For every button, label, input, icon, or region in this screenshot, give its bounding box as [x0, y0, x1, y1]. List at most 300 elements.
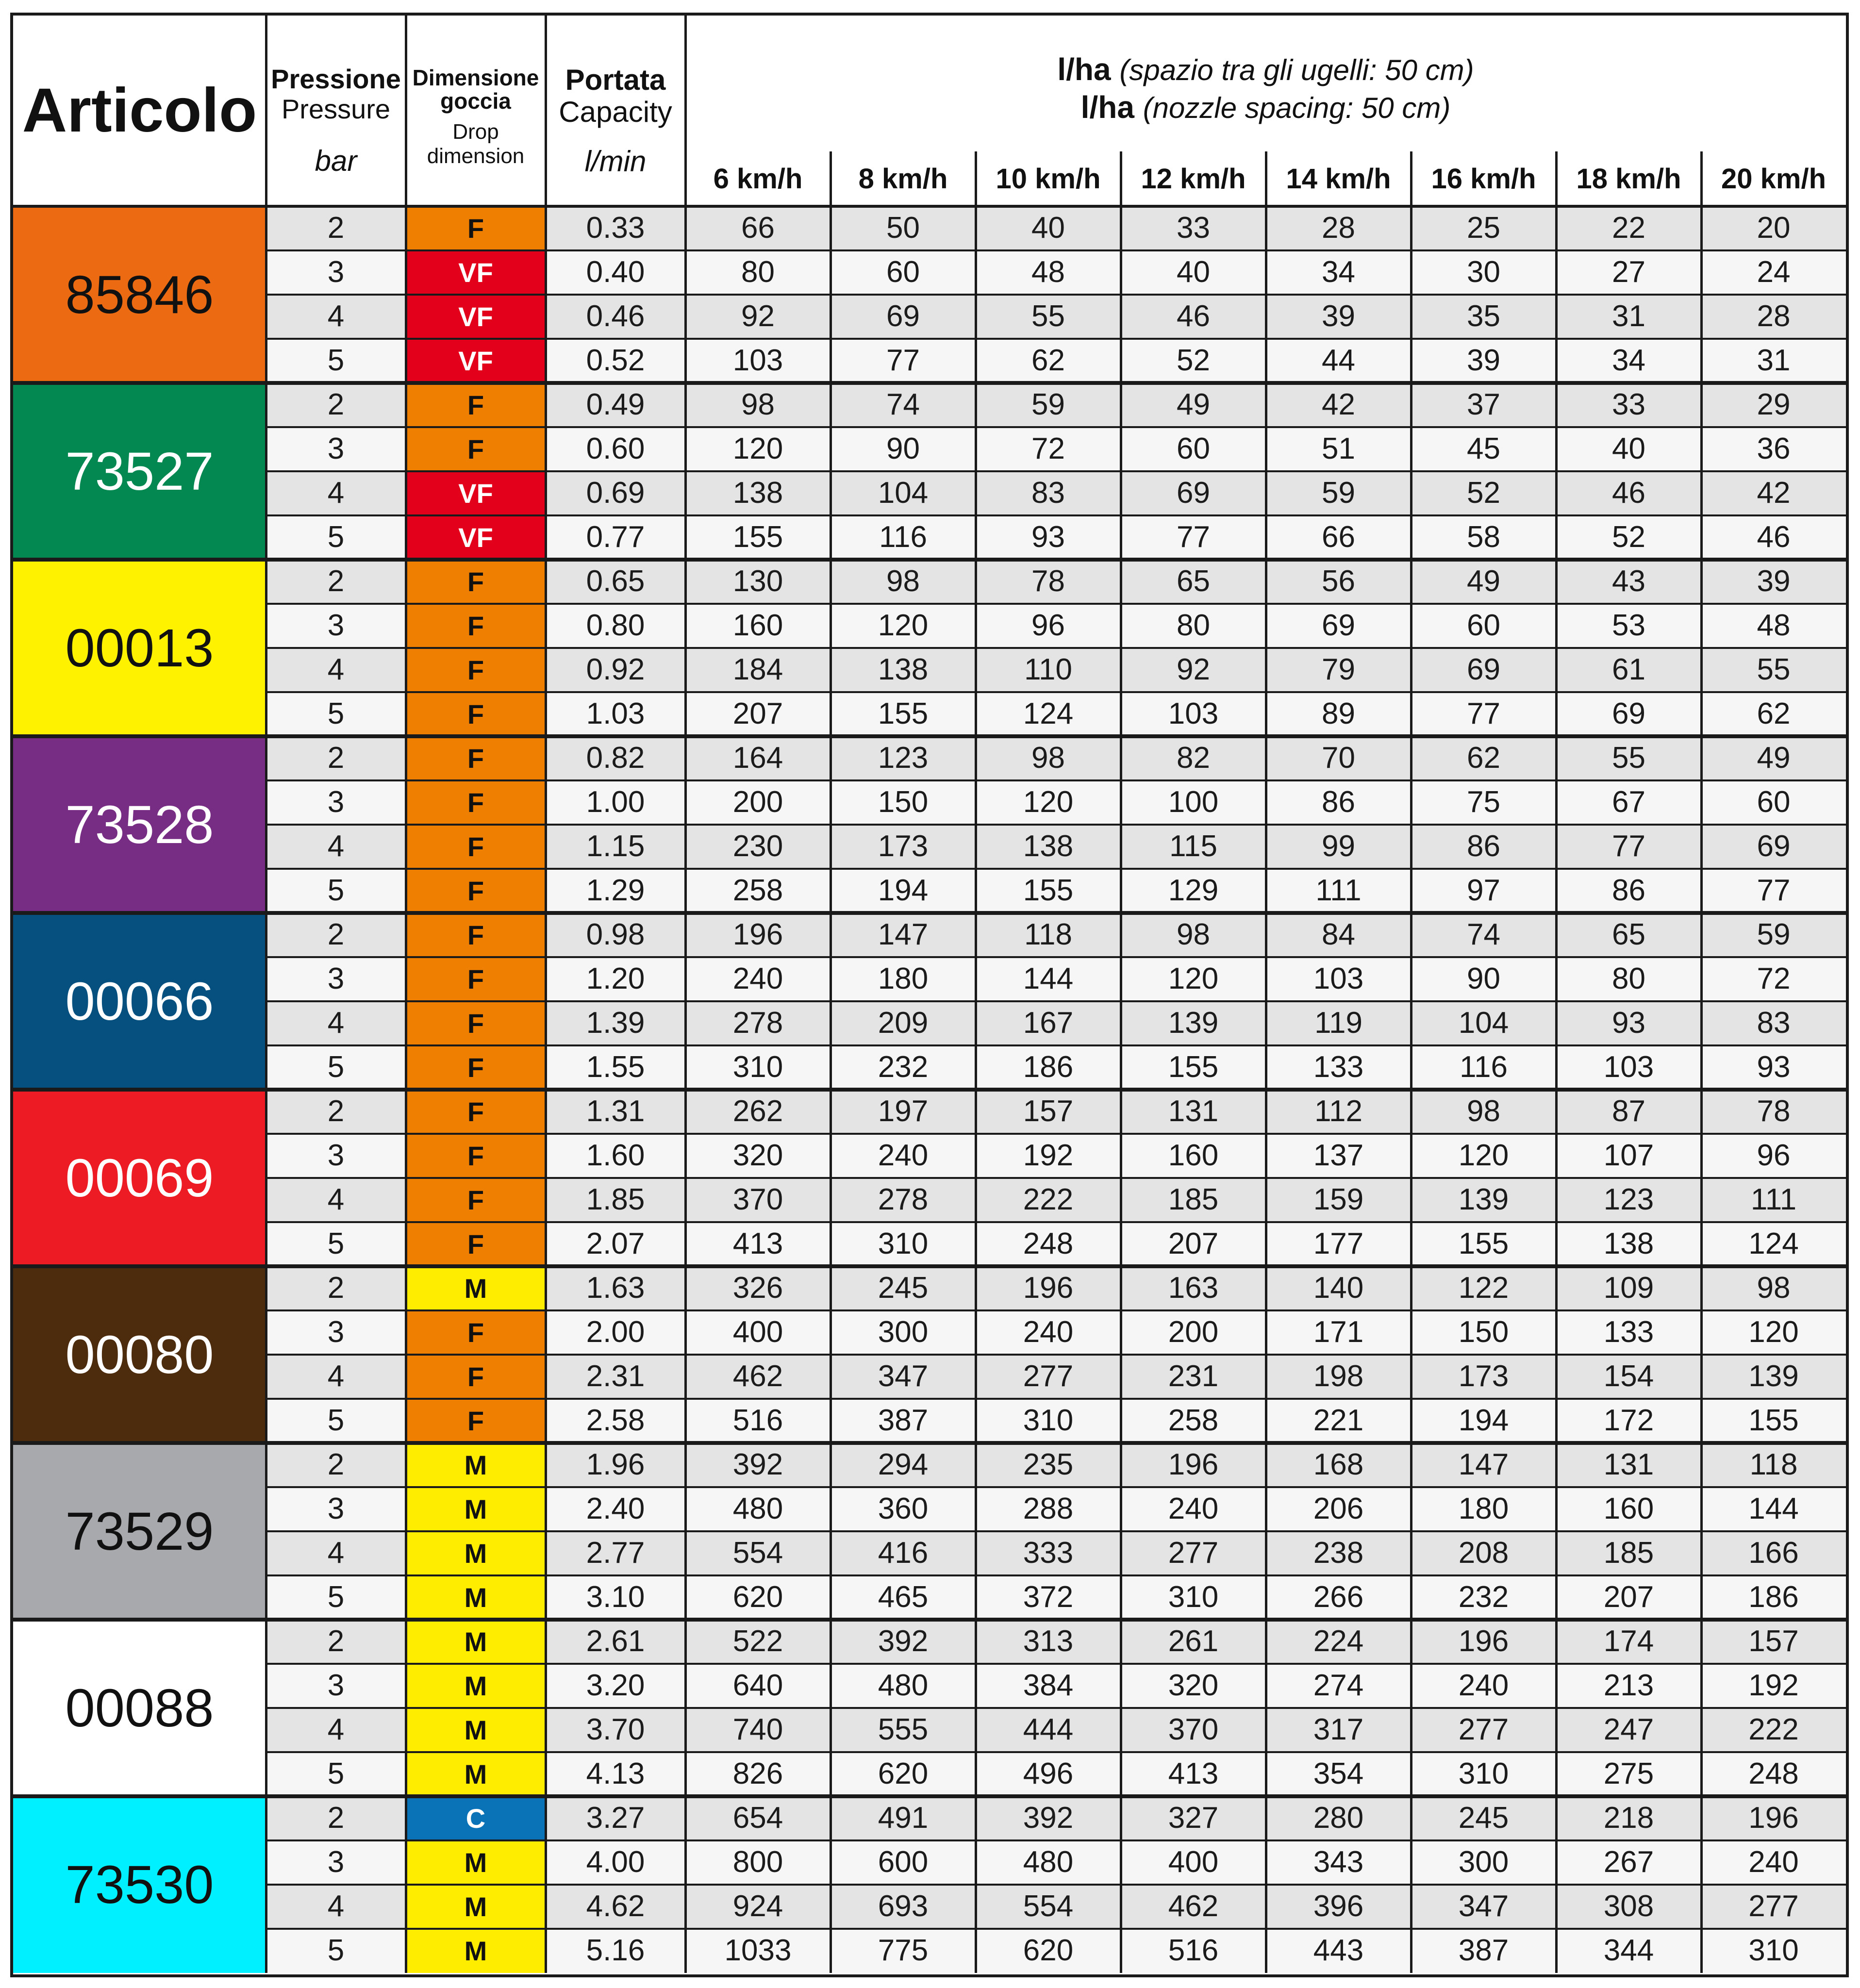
lha-value: 93 — [1612, 1006, 1645, 1040]
lha-value: 155 — [732, 520, 783, 554]
drop-size-badge: F — [406, 604, 546, 648]
lha-value: 654 — [732, 1801, 783, 1835]
lha-value: 200 — [732, 785, 783, 819]
lha-value: 112 — [1314, 1094, 1362, 1128]
drop-size-badge: F — [406, 957, 546, 1001]
drop-size-badge: F — [406, 1090, 546, 1134]
capacity-value: 0.60 — [586, 432, 645, 466]
lha-value: 600 — [878, 1845, 929, 1879]
row-divider — [266, 294, 1846, 296]
lha-value: 111 — [1315, 874, 1362, 908]
drop-size-badge: F — [406, 913, 546, 957]
capacity-value: 1.85 — [586, 1183, 645, 1217]
row-divider — [266, 647, 1846, 649]
lha-value: 370 — [1168, 1713, 1219, 1747]
lha-value: 123 — [878, 741, 929, 775]
drop-size-badge: C — [406, 1796, 546, 1840]
pressure-value: 3 — [327, 785, 345, 819]
capacity-value: 1.15 — [586, 829, 645, 863]
lha-value: 150 — [878, 785, 929, 819]
lha-value: 443 — [1313, 1934, 1364, 1968]
lha-value: 144 — [1748, 1492, 1799, 1526]
lha-value: 83 — [1031, 476, 1065, 510]
row-divider — [266, 1574, 1846, 1576]
lha-value: 77 — [1757, 874, 1791, 908]
lha-value: 52 — [1177, 344, 1210, 378]
lha-value: 775 — [878, 1934, 929, 1968]
lha-value: 166 — [1748, 1536, 1799, 1570]
lha-value: 120 — [878, 609, 929, 643]
lha-value: 144 — [1023, 962, 1074, 996]
row-divider — [266, 338, 1846, 340]
lha-value: 396 — [1313, 1889, 1364, 1923]
pressure-value: 5 — [327, 1934, 345, 1968]
capacity-label-it: Portata — [565, 64, 666, 96]
row-divider — [266, 426, 1846, 428]
lha-value: 103 — [732, 344, 783, 378]
lha-value: 138 — [1603, 1227, 1654, 1261]
lha-value: 196 — [1023, 1271, 1074, 1305]
article-code: 00013 — [13, 560, 266, 736]
lha-line-it — [1057, 52, 1474, 86]
lha-value: 221 — [1313, 1404, 1364, 1438]
lha-value: 104 — [1458, 1006, 1509, 1040]
pressure-value: 3 — [327, 1139, 345, 1173]
lha-value: 86 — [1612, 874, 1645, 908]
lha-value: 82 — [1177, 741, 1210, 775]
lha-note-it: (spazio tra gli ugelli: 50 cm) — [1119, 53, 1474, 86]
lha-value: 277 — [1458, 1713, 1509, 1747]
lha-value: 262 — [732, 1094, 783, 1128]
capacity-value: 0.82 — [586, 741, 645, 775]
lha-value: 34 — [1322, 255, 1355, 289]
lha-value: 180 — [878, 962, 929, 996]
lha-value: 123 — [1603, 1183, 1654, 1217]
lha-value: 119 — [1314, 1006, 1362, 1040]
lha-value: 87 — [1612, 1094, 1645, 1128]
drop-size-badge: M — [406, 1266, 546, 1310]
lha-value: 480 — [878, 1669, 929, 1703]
lha-value: 480 — [732, 1492, 783, 1526]
capacity-value: 1.96 — [586, 1448, 645, 1482]
row-divider — [266, 1133, 1846, 1135]
lha-value: 42 — [1757, 476, 1791, 510]
lha-value: 70 — [1322, 741, 1355, 775]
header-drop-dimension — [406, 16, 546, 206]
lha-value: 77 — [1467, 697, 1500, 731]
drop-size-badge: F — [406, 1399, 546, 1443]
lha-value: 120 — [1168, 962, 1219, 996]
capacity-value: 0.98 — [586, 918, 645, 952]
lha-value: 248 — [1023, 1227, 1074, 1261]
lha-value: 360 — [878, 1492, 929, 1526]
header-capacity — [546, 16, 685, 206]
lha-value: 28 — [1322, 211, 1355, 245]
lha-value: 59 — [1031, 388, 1065, 422]
lha-value: 35 — [1467, 299, 1500, 333]
lha-value: 43 — [1612, 564, 1645, 598]
drop-size-badge: VF — [406, 339, 546, 383]
lha-value: 354 — [1313, 1757, 1364, 1791]
capacity-value: 1.29 — [586, 874, 645, 908]
lha-value: 496 — [1023, 1757, 1074, 1791]
lha-value: 111 — [1750, 1183, 1797, 1217]
speed-header-8: 20 km/h — [1721, 163, 1826, 195]
lha-value: 75 — [1467, 785, 1500, 819]
lha-value: 278 — [732, 1006, 783, 1040]
lha-value: 177 — [1313, 1227, 1364, 1261]
lha-value: 80 — [741, 255, 775, 289]
article-code: 73530 — [13, 1796, 266, 1973]
capacity-value: 4.13 — [586, 1757, 645, 1791]
row-divider — [266, 1221, 1846, 1223]
pressure-value: 5 — [327, 1050, 345, 1084]
lha-value: 96 — [1031, 609, 1065, 643]
lha-value: 98 — [1177, 918, 1210, 952]
pressure-value: 2 — [327, 1624, 345, 1658]
lha-value: 192 — [1023, 1139, 1074, 1173]
lha-value: 555 — [878, 1713, 929, 1747]
lha-value: 194 — [878, 874, 929, 908]
lha-value: 231 — [1168, 1359, 1219, 1393]
lha-value: 240 — [1748, 1845, 1799, 1879]
lha-value: 31 — [1757, 344, 1791, 378]
pressure-value: 2 — [327, 1094, 345, 1128]
lha-value: 245 — [1458, 1801, 1509, 1835]
lha-value: 118 — [1024, 918, 1072, 952]
group-divider — [13, 381, 1846, 385]
row-divider — [266, 514, 1846, 516]
lha-value: 69 — [1177, 476, 1210, 510]
lha-value: 387 — [878, 1404, 929, 1438]
lha-value: 40 — [1031, 211, 1065, 245]
lha-value: 207 — [1168, 1227, 1219, 1261]
row-divider — [266, 868, 1846, 870]
lha-value: 120 — [1458, 1139, 1509, 1173]
lha-value: 115 — [1169, 829, 1217, 863]
lha-value: 277 — [1023, 1359, 1074, 1393]
header-articolo — [13, 16, 266, 206]
lha-value: 522 — [732, 1624, 783, 1658]
row-divider — [266, 691, 1846, 693]
pressure-value: 4 — [327, 1006, 345, 1040]
lha-value: 159 — [1313, 1183, 1364, 1217]
lha-value: 277 — [1168, 1536, 1219, 1570]
column-divider — [545, 16, 547, 1973]
drop-size-badge: M — [406, 1487, 546, 1531]
lha-value: 33 — [1612, 388, 1645, 422]
lha-value: 160 — [1603, 1492, 1654, 1526]
lha-value: 238 — [1313, 1536, 1364, 1570]
row-divider — [266, 1044, 1846, 1046]
lha-value: 740 — [732, 1713, 783, 1747]
lha-value: 147 — [1458, 1448, 1509, 1482]
drop-label-it-1: Dimensione — [412, 65, 539, 90]
capacity-value: 3.70 — [586, 1713, 645, 1747]
pressure-unit: bar — [315, 145, 357, 178]
lha-value: 46 — [1757, 520, 1791, 554]
drop-size-badge: F — [406, 692, 546, 736]
lha-value: 218 — [1603, 1801, 1654, 1835]
article-code: 73527 — [13, 383, 266, 560]
lha-value: 56 — [1322, 564, 1355, 598]
lha-value: 154 — [1603, 1359, 1654, 1393]
lha-value: 310 — [878, 1227, 929, 1261]
article-code: 00080 — [13, 1266, 266, 1443]
lha-unit-it: l/ha — [1057, 51, 1111, 87]
lha-value: 97 — [1467, 874, 1500, 908]
lha-value: 98 — [1467, 1094, 1500, 1128]
group-divider — [13, 911, 1846, 915]
lha-value: 155 — [878, 697, 929, 731]
row-divider — [266, 1928, 1846, 1930]
article-code: 85846 — [13, 206, 266, 383]
lha-value: 400 — [732, 1315, 783, 1349]
row-divider — [266, 956, 1846, 958]
capacity-value: 4.62 — [586, 1889, 645, 1923]
capacity-value: 0.77 — [586, 520, 645, 554]
lha-value: 313 — [1023, 1624, 1074, 1658]
lha-value: 196 — [1458, 1624, 1509, 1658]
lha-value: 400 — [1168, 1845, 1219, 1879]
lha-value: 288 — [1023, 1492, 1074, 1526]
drop-size-badge: M — [406, 1575, 546, 1620]
pressure-value: 5 — [327, 1404, 345, 1438]
lha-value: 266 — [1313, 1580, 1364, 1614]
column-divider — [1265, 151, 1267, 1973]
lha-value: 413 — [732, 1227, 783, 1261]
lha-value: 155 — [1168, 1050, 1219, 1084]
lha-value: 66 — [1322, 520, 1355, 554]
row-divider — [266, 1177, 1846, 1179]
lha-value: 36 — [1757, 432, 1791, 466]
lha-value: 320 — [732, 1139, 783, 1173]
pressure-value: 5 — [327, 697, 345, 731]
lha-value: 22 — [1612, 211, 1645, 245]
drop-size-badge: F — [406, 1310, 546, 1355]
speed-header-3: 10 km/h — [996, 163, 1101, 195]
pressure-value: 5 — [327, 874, 345, 908]
lha-value: 44 — [1322, 344, 1355, 378]
capacity-label-en: Capacity — [559, 96, 672, 128]
lha-value: 103 — [1168, 697, 1219, 731]
lha-value: 516 — [1168, 1934, 1219, 1968]
lha-value: 372 — [1023, 1580, 1074, 1614]
drop-size-badge: VF — [406, 515, 546, 560]
lha-value: 72 — [1031, 432, 1065, 466]
pressure-value: 3 — [327, 432, 345, 466]
row-divider — [266, 1398, 1846, 1400]
lha-value: 163 — [1168, 1271, 1219, 1305]
lha-value: 78 — [1031, 564, 1065, 598]
lha-value: 326 — [732, 1271, 783, 1305]
capacity-value: 0.92 — [586, 653, 645, 687]
lha-value: 640 — [732, 1669, 783, 1703]
lha-value: 197 — [878, 1094, 929, 1128]
lha-value: 392 — [878, 1624, 929, 1658]
lha-value: 310 — [1168, 1580, 1219, 1614]
drop-size-badge: M — [406, 1885, 546, 1929]
pressure-value: 2 — [327, 388, 345, 422]
lha-value: 107 — [1603, 1139, 1654, 1173]
lha-value: 300 — [878, 1315, 929, 1349]
pressure-value: 5 — [327, 520, 345, 554]
row-divider — [266, 1486, 1846, 1488]
lha-value: 131 — [1603, 1448, 1654, 1482]
drop-size-badge: F — [406, 206, 546, 250]
lha-value: 133 — [1603, 1315, 1654, 1349]
pressure-value: 4 — [327, 1183, 345, 1217]
capacity-value: 2.77 — [586, 1536, 645, 1570]
lha-value: 258 — [732, 874, 783, 908]
lha-value: 48 — [1757, 609, 1791, 643]
lha-value: 240 — [878, 1139, 929, 1173]
group-divider — [13, 558, 1846, 562]
lha-value: 1033 — [724, 1934, 792, 1968]
lha-value: 491 — [878, 1801, 929, 1835]
lha-value: 155 — [1023, 874, 1074, 908]
lha-value: 343 — [1313, 1845, 1364, 1879]
lha-value: 222 — [1748, 1713, 1799, 1747]
lha-value: 103 — [1313, 962, 1364, 996]
lha-value: 120 — [732, 432, 783, 466]
lha-value: 320 — [1168, 1669, 1219, 1703]
lha-value: 208 — [1458, 1536, 1509, 1570]
lha-value: 80 — [1177, 609, 1210, 643]
lha-value: 46 — [1177, 299, 1210, 333]
lha-value: 86 — [1467, 829, 1500, 863]
lha-value: 693 — [878, 1889, 929, 1923]
speed-header-6: 16 km/h — [1431, 163, 1536, 195]
drop-size-badge: F — [406, 648, 546, 692]
lha-value: 69 — [1757, 829, 1791, 863]
lha-value: 222 — [1023, 1183, 1074, 1217]
drop-size-badge: M — [406, 1664, 546, 1708]
speed-header-7: 18 km/h — [1576, 163, 1681, 195]
lha-value: 120 — [1748, 1315, 1799, 1349]
lha-value: 150 — [1458, 1315, 1509, 1349]
lha-value: 160 — [732, 609, 783, 643]
lha-value: 620 — [732, 1580, 783, 1614]
drop-label-en-1: Drop — [452, 119, 499, 144]
row-divider — [266, 470, 1846, 472]
drop-size-badge: F — [406, 1045, 546, 1090]
lha-value: 310 — [1023, 1404, 1074, 1438]
row-divider — [266, 1530, 1846, 1532]
lha-value: 92 — [1177, 653, 1210, 687]
lha-value: 62 — [1757, 697, 1791, 731]
lha-value: 294 — [878, 1448, 929, 1482]
lha-value: 67 — [1612, 785, 1645, 819]
lha-value: 98 — [741, 388, 775, 422]
lha-value: 155 — [1458, 1227, 1509, 1261]
pressure-value: 2 — [327, 564, 345, 598]
lha-value: 27 — [1612, 255, 1645, 289]
column-divider — [975, 151, 977, 1973]
capacity-value: 3.27 — [586, 1801, 645, 1835]
pressure-value: 4 — [327, 476, 345, 510]
lha-value: 90 — [886, 432, 920, 466]
lha-value: 60 — [1177, 432, 1210, 466]
lha-value: 147 — [878, 918, 929, 952]
lha-value: 370 — [732, 1183, 783, 1217]
capacity-value: 1.00 — [586, 785, 645, 819]
lha-value: 206 — [1313, 1492, 1364, 1526]
lha-value: 139 — [1168, 1006, 1219, 1040]
pressure-value: 4 — [327, 1889, 345, 1923]
lha-value: 333 — [1023, 1536, 1074, 1570]
lha-value: 53 — [1612, 609, 1645, 643]
lha-value: 392 — [1023, 1801, 1074, 1835]
lha-unit-en: l/ha — [1080, 90, 1134, 125]
lha-value: 347 — [1458, 1889, 1509, 1923]
lha-value: 207 — [732, 697, 783, 731]
capacity-value: 1.03 — [586, 697, 645, 731]
lha-value: 93 — [1031, 520, 1065, 554]
lha-value: 98 — [1757, 1271, 1791, 1305]
lha-value: 198 — [1313, 1359, 1364, 1393]
lha-value: 58 — [1467, 520, 1500, 554]
lha-value: 110 — [1024, 653, 1072, 687]
drop-size-badge: F — [406, 1001, 546, 1045]
drop-size-badge: M — [406, 1531, 546, 1575]
pressure-value: 3 — [327, 255, 345, 289]
capacity-value: 1.20 — [586, 962, 645, 996]
lha-value: 49 — [1467, 564, 1500, 598]
drop-size-badge: F — [406, 1222, 546, 1266]
lha-value: 157 — [1748, 1624, 1799, 1658]
lha-value: 33 — [1177, 211, 1210, 245]
lha-value: 39 — [1757, 564, 1791, 598]
row-divider — [266, 824, 1846, 826]
drop-size-badge: VF — [406, 471, 546, 515]
lha-value: 77 — [886, 344, 920, 378]
lha-value: 42 — [1322, 388, 1355, 422]
lha-value: 280 — [1313, 1801, 1364, 1835]
lha-value: 129 — [1168, 874, 1219, 908]
lha-value: 24 — [1757, 255, 1791, 289]
capacity-value: 5.16 — [586, 1934, 645, 1968]
lha-value: 124 — [1748, 1227, 1799, 1261]
lha-value: 45 — [1467, 432, 1500, 466]
lha-value: 122 — [1458, 1271, 1509, 1305]
lha-value: 79 — [1322, 653, 1355, 687]
lha-value: 800 — [732, 1845, 783, 1879]
lha-value: 96 — [1757, 1139, 1791, 1173]
lha-value: 86 — [1322, 785, 1355, 819]
capacity-value: 3.10 — [586, 1580, 645, 1614]
row-divider — [266, 1751, 1846, 1753]
lha-value: 196 — [1748, 1801, 1799, 1835]
pressure-value: 2 — [327, 741, 345, 775]
capacity-value: 2.58 — [586, 1404, 645, 1438]
nozzle-capacity-table — [10, 13, 1849, 1977]
lha-value: 131 — [1168, 1094, 1219, 1128]
lha-value: 90 — [1467, 962, 1500, 996]
capacity-value: 0.40 — [586, 255, 645, 289]
lha-value: 465 — [878, 1580, 929, 1614]
article-code: 00066 — [13, 913, 266, 1090]
capacity-value: 2.61 — [586, 1624, 645, 1658]
lha-value: 78 — [1757, 1094, 1791, 1128]
row-divider — [266, 1354, 1846, 1356]
header-lha — [685, 16, 1846, 151]
pressure-value: 2 — [327, 1448, 345, 1482]
lha-value: 99 — [1322, 829, 1355, 863]
pressure-value: 5 — [327, 1227, 345, 1261]
row-divider — [266, 603, 1846, 605]
header-divider — [13, 205, 1846, 208]
